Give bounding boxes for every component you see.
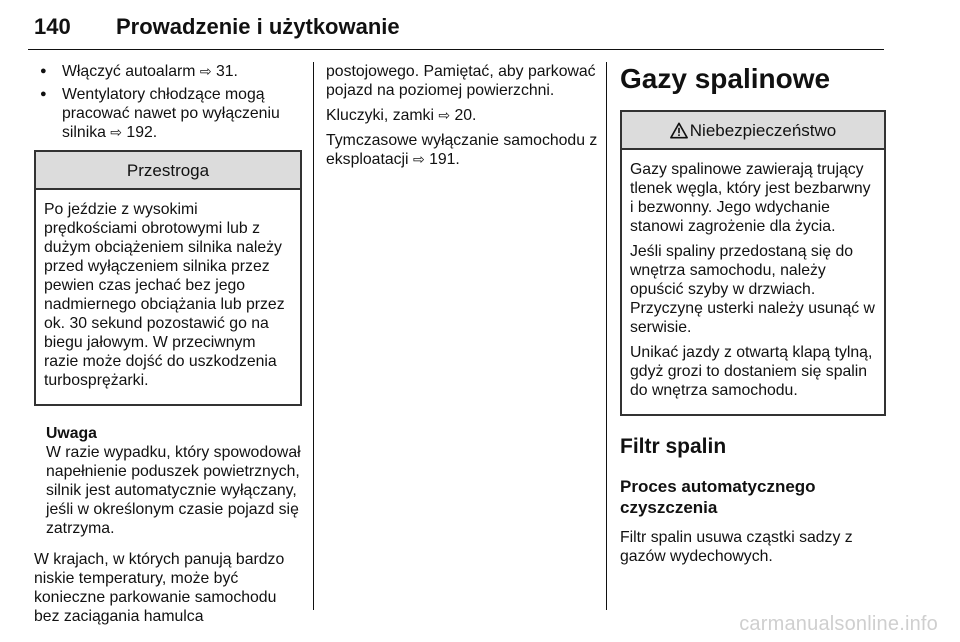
subsection-heading: Filtr spalin	[620, 435, 727, 458]
note-block	[46, 424, 302, 538]
bullet-text: Wentylatory chłodzące mogą pracować nawet po wyłączeniu silnika	[62, 86, 280, 141]
cross-reference	[326, 106, 598, 125]
page-ref-arrow-icon: ⇨	[412, 151, 425, 167]
danger-header	[622, 112, 884, 150]
column-divider-1	[313, 62, 314, 610]
cross-reference-text: Tymczasowe wyłączanie samochodu z eksploatacji	[326, 132, 598, 168]
danger-title: Niebezpieczeństwo	[689, 120, 837, 140]
page-ref-arrow-icon: ⇨	[110, 124, 123, 140]
subsubsection-heading: Proces automatycznego czyszczenia	[620, 477, 816, 517]
danger-box	[620, 110, 886, 416]
column-divider-2	[606, 62, 607, 610]
page-number: 140	[34, 14, 71, 39]
danger-text-1: Gazy spalinowe zawierają trujący tlenek węgla, który jest bezbarwny i bezwonny. Jego wdychanie stanowi zagrożenie dla życia.	[630, 161, 871, 235]
note-text: W razie wypadku, który spowodował napełnienie poduszek powietrznych, silnik jest automatycznie wyłączany, jeśli w określonym czasie pojazd się zatrzyma.	[46, 444, 301, 537]
bullet-text: Włączyć autoalarm	[62, 63, 196, 80]
caution-body	[36, 190, 300, 404]
page-ref-arrow-icon: ⇨	[438, 107, 451, 123]
column-middle	[326, 62, 598, 175]
page-ref-arrow-icon: ⇨	[199, 63, 212, 79]
page-ref-link[interactable]: 191.	[429, 151, 460, 168]
column-right	[620, 62, 886, 572]
column-left	[34, 62, 302, 632]
page-ref-link[interactable]: 192.	[126, 124, 158, 141]
warning-triangle-icon	[670, 122, 688, 139]
page-title: Prowadzenie i użytkowanie	[116, 14, 400, 39]
page-header	[28, 8, 884, 50]
cross-reference	[326, 131, 598, 169]
danger-text-3: Unikać jazdy z otwartą klapą tylną, gdyż grozi to dostaniem się spalin do wnętrza samochodu.	[630, 344, 873, 399]
section-heading: Gazy spalinowe	[620, 63, 831, 94]
bullet-list	[34, 62, 302, 142]
note-title: Uwaga	[46, 425, 97, 442]
danger-body	[622, 150, 884, 414]
caution-title: Przestroga	[36, 152, 300, 190]
body-paragraph: Filtr spalin usuwa cząstki sadzy z gazów wydechowych.	[620, 529, 853, 565]
page-ref-link[interactable]: 31.	[215, 63, 238, 80]
caution-box	[34, 150, 302, 406]
watermark: carmanualsonline.info	[739, 613, 938, 635]
bullet-item	[34, 62, 302, 81]
body-paragraph: W krajach, w których panują bardzo niskie temperatury, może być konieczne parkowanie samochodu bez zaciągania hamulca	[34, 551, 285, 625]
danger-text-2: Jeśli spaliny przedostaną się do wnętrza samochodu, należy opuścić szyby w drzwiach. Przyczynę usterki należy usunąć w serwisie.	[630, 243, 875, 336]
bullet-item	[34, 85, 302, 142]
cross-reference-text: Kluczyki, zamki	[326, 107, 434, 124]
body-paragraph: postojowego. Pamiętać, aby parkować pojazd na poziomej powierzchni.	[326, 63, 596, 99]
page-ref-link[interactable]: 20.	[454, 107, 477, 124]
caution-text: Po jeździe z wysokimi prędkościami obrotowymi lub z dużym obciążeniem silnika należy przed wyłączeniem silnika przez pewien czas jechać bez jego nadmiernego obciążania lub przez ok. 30 sekund pozostawić go na biegu jałowym. W przeciwnym razie może dojść do uszkodzenia turbosprężarki.	[44, 201, 285, 389]
